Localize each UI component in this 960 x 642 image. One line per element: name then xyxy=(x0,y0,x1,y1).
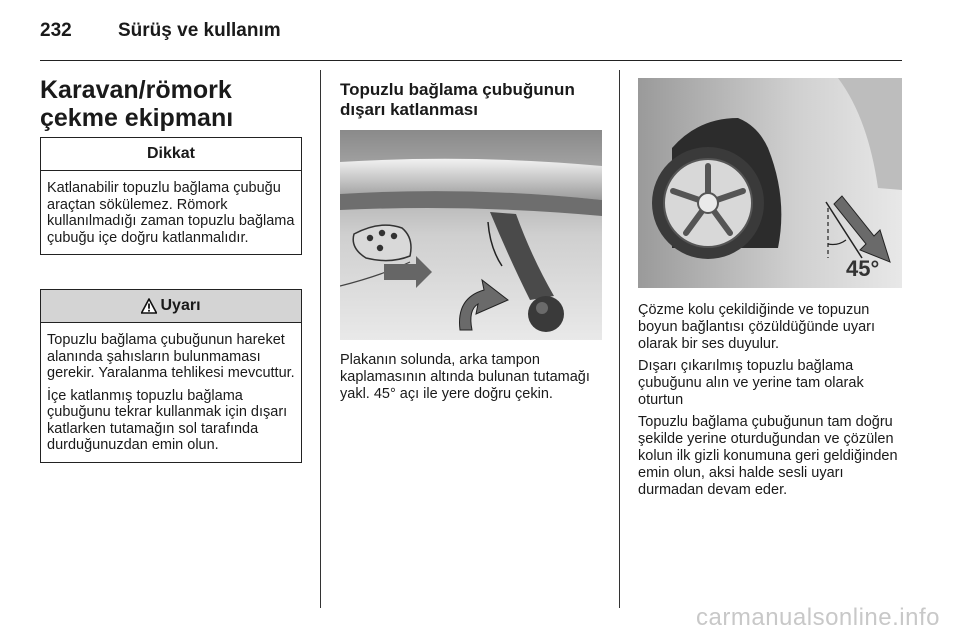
warning-paragraph: İçe katlanmış topuzlu bağlama çubuğunu tekrar kullanmak için dışarı katlarken tutamağın sol tarafında durduğunuzdan emin olun. xyxy=(47,387,288,453)
angle-label: 45° xyxy=(846,256,880,281)
warning-box-body xyxy=(41,323,301,462)
header-divider xyxy=(40,60,902,61)
wheel-release-handle-illustration xyxy=(638,78,902,288)
right-column-text xyxy=(638,302,906,504)
instruction-paragraph: Çözme kolu çekildiğinde ve topuzun boyun bağlantısı çözüldüğünde uyarı olarak bir ses duyulur. xyxy=(638,302,876,352)
caution-box-title: Dikkat xyxy=(41,138,301,171)
watermark: carmanualsonline.info xyxy=(696,604,940,631)
instruction-paragraph: Dışarı çıkarılmış topuzlu bağlama çubuğunu alın ve yerine tam olarak oturtun xyxy=(638,358,864,408)
caution-box-body xyxy=(41,171,301,254)
instruction-paragraph: Plakanın solunda, arka tampon kaplamasının altında bulunan tutamağı yakl. 45° açı ile yere doğru çekin. xyxy=(340,352,590,402)
caution-paragraph: Katlanabilir topuzlu bağlama çubuğu araçtan sökülemez. Römork kullanılmadığı zaman topuzlu bağlama çubuğu içe doğru katlanmalıdır. xyxy=(47,180,295,246)
warning-box-header xyxy=(41,290,301,323)
warning-box xyxy=(40,289,302,463)
tow-bar-fold-out-illustration xyxy=(340,130,602,340)
warning-box-title: Uyarı xyxy=(160,297,201,314)
page-heading: Karavan/römork çekme ekipmanı xyxy=(40,76,234,132)
page-number: 232 xyxy=(40,20,72,41)
section-title: Sürüş ve kullanım xyxy=(118,20,281,41)
column-divider-2 xyxy=(619,70,620,608)
instruction-paragraph: Topuzlu bağlama çubuğunun tam doğru şekilde yerine oturduğundan ve çözülen kolun ilk gizli konumuna geri geldiğinden emin olun, aksi halde sesli uyarı durmadan devam eder. xyxy=(638,414,898,498)
warning-paragraph: Topuzlu bağlama çubuğunun hareket alanında şahısların bulunmaması gerekir. Yaralanma tehlikesi mevcuttur. xyxy=(47,332,295,381)
column-divider-1 xyxy=(320,70,321,608)
warning-triangle-icon xyxy=(141,298,157,314)
caution-box xyxy=(40,137,302,255)
subsection-heading: Topuzlu bağlama çubuğunun dışarı katlanması xyxy=(340,80,575,119)
